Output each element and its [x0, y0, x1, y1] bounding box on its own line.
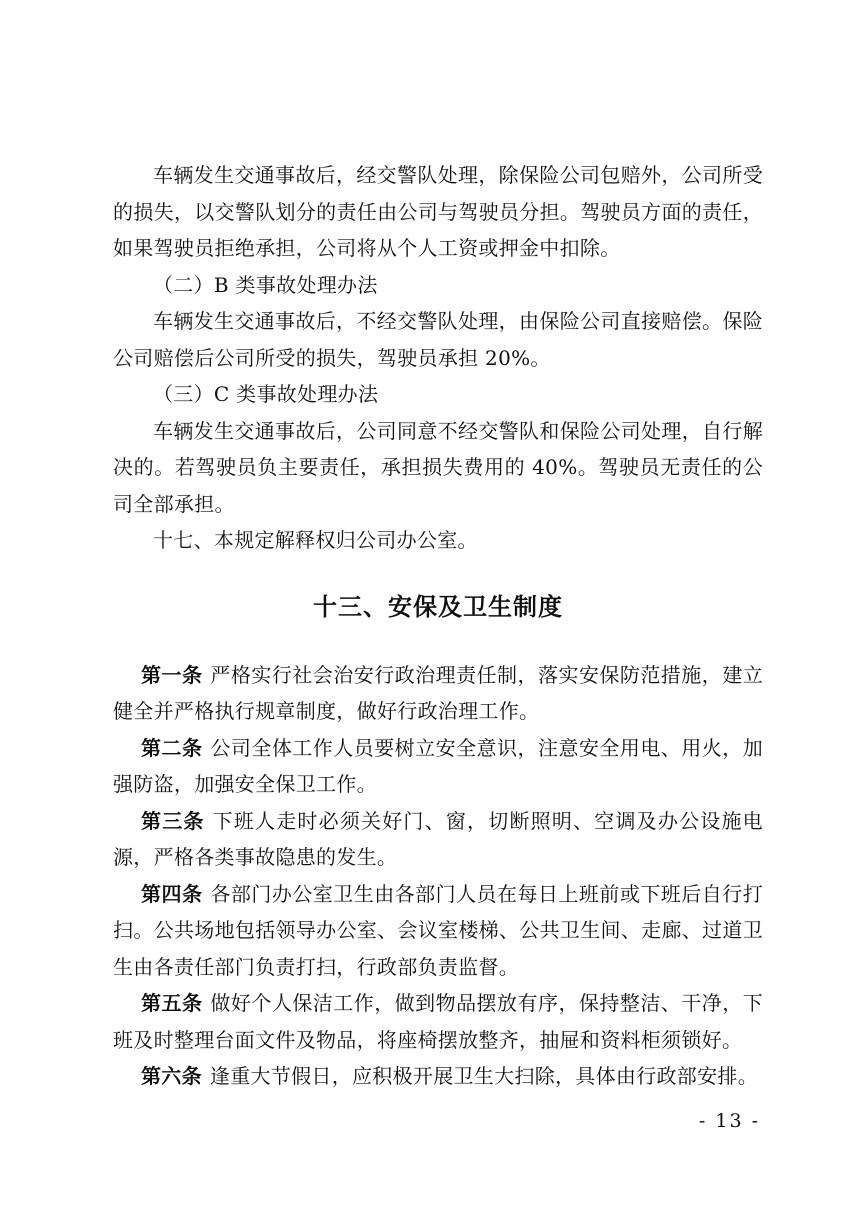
article-text: 做好个人保洁工作，做到物品摆放有序，保持整洁、干净，下班及时整理台面文件及物品，将座椅摆放整齐，抽屉和资料柜须锁好。 — [113, 991, 763, 1052]
paragraph-c-class-handling: 车辆发生交通事故后，公司同意不经交警队和保险公司处理，自行解决的。若驾驶员负主要责任，承担损失费用的 40%。驾驶员无责任的公司全部承担。 — [113, 418, 763, 516]
article-4 — [113, 876, 763, 986]
article-text: 逢重大节假日，应积极开展卫生大扫除，具体由行政部安排。 — [209, 1064, 759, 1088]
article-label: 第六条 — [141, 1064, 202, 1088]
article-1 — [113, 657, 763, 730]
article-label: 第一条 — [141, 662, 203, 687]
article-text: 严格实行社会治安行政治理责任制，落实安保防范措施，建立健全并严格执行规章制度，做好行政治理工作。 — [113, 662, 763, 723]
page-content — [113, 157, 763, 1095]
article-6 — [113, 1058, 763, 1095]
section-title: 十三、安保及卫生制度 — [313, 592, 563, 621]
article-text: 公司全体工作人员要树立安全意识，注意安全用电、用火，加强防盗，加强安全保卫工作。 — [113, 735, 763, 796]
article-5 — [113, 985, 763, 1058]
subheading-c-class: （三）C 类事故处理办法 — [153, 382, 379, 406]
article-text: 下班人走时必须关好门、窗，切断照明、空调及办公设施电源，严格各类事故隐患的发生。 — [113, 808, 763, 869]
article-text: 各部门办公室卫生由各部门人员在每日上班前或下班后自行打扫。公共场地包括领导办公室、会议室楼梯、公共卫生间、走廊、过道卫生由各责任部门负责打扫，行政部负责监督。 — [113, 881, 763, 979]
article-2 — [113, 730, 763, 803]
article-label: 第三条 — [141, 808, 205, 833]
article-label: 第二条 — [141, 735, 203, 760]
page-number: - 13 - — [698, 1110, 760, 1132]
paragraph-a-class-handling: 车辆发生交通事故后，经交警队处理，除保险公司包赔外，公司所受的损失，以交警队划分的责任由公司与驾驶员分担。驾驶员方面的责任，如果驾驶员拒绝承担，公司将从个人工资或押金中扣除。 — [113, 163, 763, 260]
article-label: 第四条 — [141, 881, 203, 906]
subheading-b-class: （二）B 类事故处理办法 — [153, 272, 378, 297]
paragraph-interpretation-clause: 十七、本规定解释权归公司办公室。 — [153, 528, 478, 552]
article-label: 第五条 — [141, 991, 203, 1015]
paragraph-b-class-handling: 车辆发生交通事故后，不经交警队处理，由保险公司直接赔偿。保险公司赔偿后公司所受的损失，驾驶员承担 20%。 — [113, 309, 763, 370]
article-3 — [113, 803, 763, 876]
